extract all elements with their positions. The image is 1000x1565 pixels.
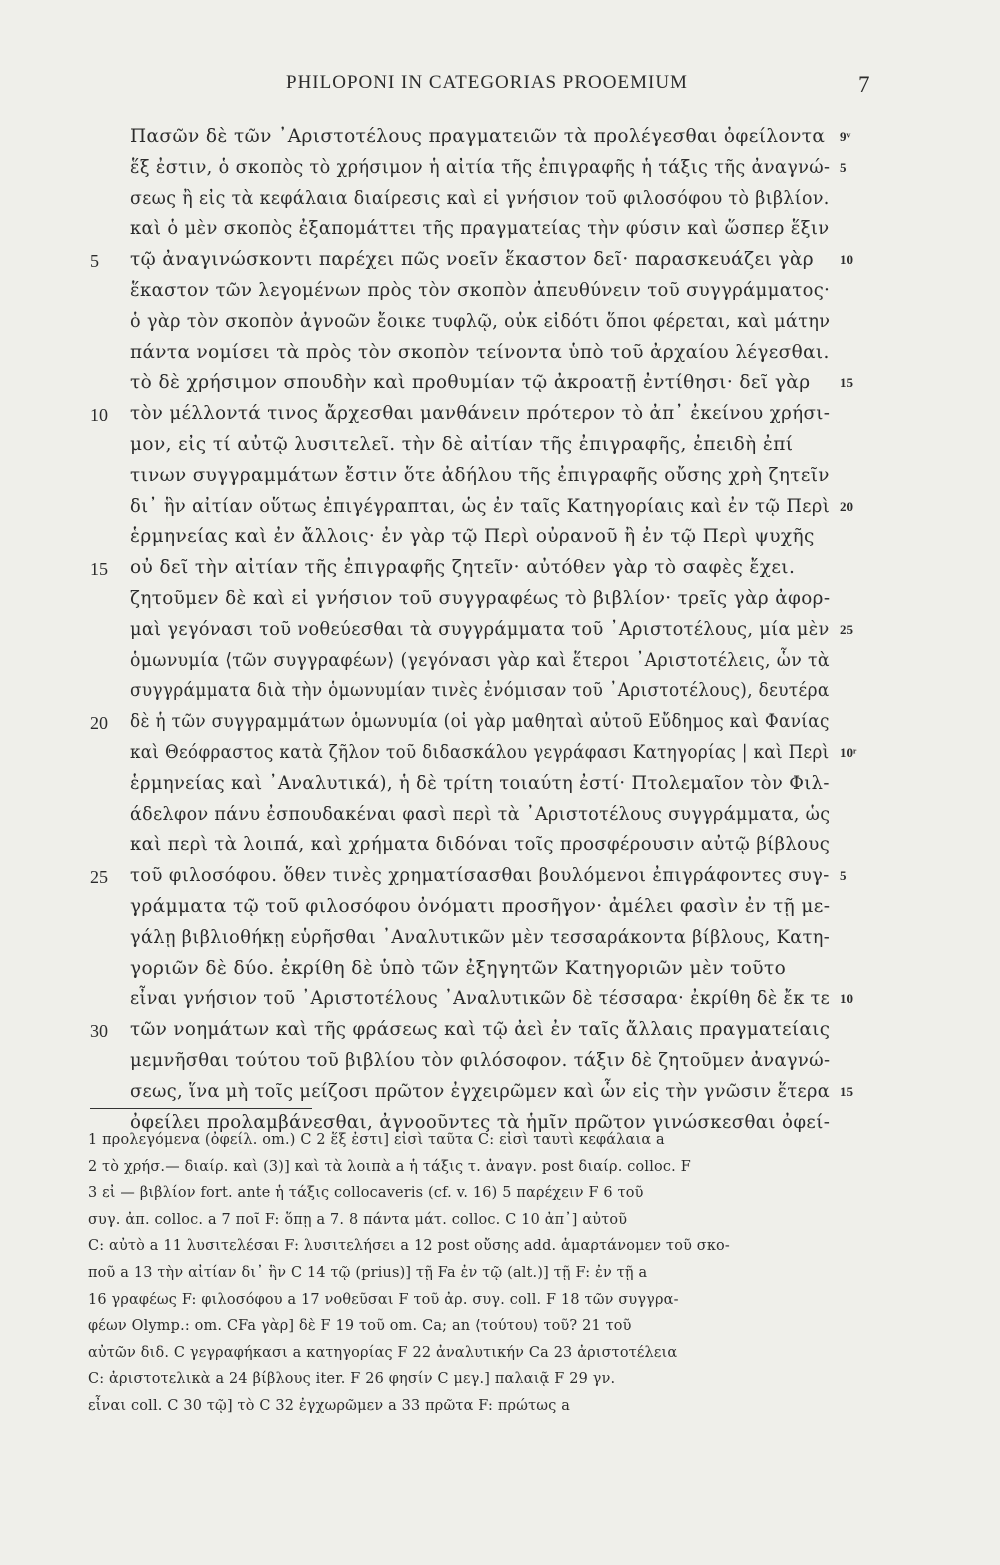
- text-line: [0, 280, 1000, 310]
- text-line: [0, 1019, 1000, 1049]
- text-line: [0, 988, 1000, 1018]
- line-number: 5: [90, 251, 99, 272]
- line-text: ἑρμηνείας καὶ ᾿Αναλυτικά), ἡ δὲ τρίτη τοιαύτη ἐστί· Πτολεμαῖον τὸν Φιλ-: [130, 772, 830, 794]
- line-text: σεως ἢ εἰς τὰ κεφάλαια διαίρεσις καὶ εἰ γνήσιον τοῦ φιλοσόφου τὸ βιβλίον.: [130, 187, 830, 209]
- running-header: [0, 72, 1000, 102]
- marginal-reference: 5: [840, 868, 847, 884]
- text-line: [0, 1050, 1000, 1080]
- text-line: [0, 650, 1000, 680]
- marginal-reference: 15: [840, 1083, 853, 1099]
- apparatus-note-line: φέων Olymp.: om. CFa γὰρ] δὲ F 19 τοῦ om. Ca; an ⟨τούτου⟩ τοῦ? 21 τοῦ: [88, 1318, 632, 1335]
- text-line: [0, 865, 1000, 895]
- text-line: [0, 711, 1000, 741]
- text-line: [0, 157, 1000, 187]
- line-text: μαὶ γεγόνασι τοῦ νοθεύεσθαι τὰ συγγράμματα τοῦ ᾿Αριστοτέλους, μία μὲν: [130, 618, 830, 640]
- apparatus-note-line: C: αὐτὸ a 11 λυσιτελέσαι F: λυσιτελήσει a 12 post οὔσης add. ἁμαρτάνομεν τοῦ σκο-: [88, 1238, 730, 1255]
- line-text: ζητοῦμεν δὲ καὶ εἰ γνήσιον τοῦ συγγραφέως τὸ βιβλίον· τρεῖς γὰρ ἀφορ-: [130, 588, 831, 609]
- text-line: [0, 496, 1000, 526]
- text-line: [0, 619, 1000, 649]
- line-text: μον, εἰς τί αὐτῷ λυσιτελεῖ. τὴν δὲ αἰτίαν τῆς ἐπιγραφῆς, ἐπειδὴ ἐπί: [130, 434, 794, 455]
- line-text: γράμματα τῷ τοῦ φιλοσόφου ὀνόματι προσῆγον· ἀμέλει φασὶν ἐν τῇ με-: [130, 896, 831, 917]
- line-text: ἑρμηνείας καὶ ἐν ἄλλοις· ἐν γὰρ τῷ Περὶ οὐρανοῦ ἢ ἐν τῷ Περὶ ψυχῆς: [130, 526, 815, 548]
- text-line: [0, 218, 1000, 248]
- apparatus-note-line: C: ἀριστοτελικὰ a 24 βίβλους iter. F 26 φησίν C μεγ.] παλαιᾷ F 29 γν.: [88, 1371, 616, 1388]
- marginal-reference: 15: [840, 375, 853, 391]
- text-line: [0, 434, 1000, 464]
- line-text: ἕξ ἐστιν, ὁ σκοπὸς τὸ χρήσιμον ἡ αἰτία τῆς ἐπιγραφῆς ἡ τάξις τῆς ἀναγνώ-: [130, 156, 831, 178]
- text-line: [0, 372, 1000, 402]
- text-line: [0, 1081, 1000, 1111]
- line-text: ὀφείλει προλαμβάνεσθαι, ἀγνοοῦντες τὰ ἡμῖν πρῶτον γινώσκεσθαι ὀφεί-: [130, 1111, 831, 1133]
- text-line: [0, 927, 1000, 957]
- line-text: άδελφον πάνυ ἐσπουδακέναι φασὶ περὶ τὰ ᾿Αριστοτέλους συγγράμματα, ὡς: [130, 803, 831, 825]
- text-line: [0, 742, 1000, 772]
- marginal-reference: 5: [840, 159, 847, 175]
- line-text: δὲ ἡ τῶν συγγραμμάτων ὁμωνυμία (οἱ γὰρ μαθηταὶ αὐτοῦ Εὔδημος καὶ Φανίας: [130, 711, 830, 733]
- apparatus-note-line: αὐτῶν διδ. C γεγραφήκασι a κατηγορίας F 22 ἀναλυτικήν Ca 23 ἀριστοτέλεια: [88, 1344, 678, 1361]
- text-line: [0, 773, 1000, 803]
- text-line: [0, 680, 1000, 710]
- text-line: [0, 342, 1000, 372]
- line-number: 10: [90, 405, 108, 426]
- line-text: καὶ ὁ μὲν σκοπὸς ἐξαπομάττει τῆς πραγματείας τὴν φύσιν καὶ ὥσπερ ἕξιν: [130, 218, 830, 240]
- marginal-reference: 10ʳ: [840, 745, 857, 760]
- marginal-reference: 10: [840, 991, 853, 1007]
- marginal-reference: 9ᵛ: [840, 129, 851, 144]
- line-text: συγγράμματα διὰ τὴν ὁμωνυμίαν τινὲς ἐνόμισαν τοῦ ᾿Αριστοτέλους), δευτέρα: [130, 680, 830, 702]
- text-line: [0, 834, 1000, 864]
- text-line: [0, 557, 1000, 587]
- line-text: τῷ ἀναγινώσκοντι παρέχει πῶς νοεῖν ἕκαστον δεῖ· παρασκευάζει γὰρ: [130, 249, 815, 271]
- text-line: [0, 311, 1000, 341]
- line-text: δι᾿ ἣν αἰτίαν οὕτως ἐπιγέγραπται, ὡς ἐν ταῖς Κατηγορίαις καὶ ἐν τῷ Περὶ: [130, 495, 831, 517]
- line-number: 30: [90, 1021, 108, 1042]
- text-line: [0, 465, 1000, 495]
- text-line: [0, 896, 1000, 926]
- line-text: τινων συγγραμμάτων ἔστιν ὅτε ἀδήλου τῆς ἐπιγραφῆς οὔσης χρὴ ζητεῖν: [130, 464, 830, 486]
- line-text: ὁμωνυμία ⟨τῶν συγγραφέων⟩ (γεγόνασι γὰρ καὶ ἕτεροι ᾿Αριστοτέλεις, ὧν τὰ: [130, 649, 830, 671]
- apparatus-note-line: εἶναι coll. C 30 τῷ] τὸ C 32 ἐγχωρῶμεν a 33 πρῶτα F: πρώτως a: [88, 1398, 571, 1414]
- line-text: καὶ Θεόφραστος κατὰ ζῆλον τοῦ διδασκάλου γεγράφασι Κατηγορίας | καὶ Περὶ: [130, 742, 830, 763]
- text-line: [0, 126, 1000, 156]
- header-title: PHILOPONI IN CATEGORIAS PROOEMIUM: [286, 72, 688, 93]
- line-text: σεως, ἵνα μὴ τοῖς μείζοσι πρῶτον ἐγχειρῶμεν καὶ ὧν εἰς τὴν γνῶσιν ἕτερα: [130, 1080, 831, 1102]
- text-line: [0, 249, 1000, 279]
- text-line: [0, 588, 1000, 618]
- line-text: τῶν νοημάτων καὶ τῆς φράσεως καὶ τῷ ἀεὶ ἐν ταῖς ἄλλαις πραγματείαις: [130, 1019, 831, 1041]
- text-line: [0, 403, 1000, 433]
- marginal-reference: 25: [840, 621, 853, 637]
- line-number: 25: [90, 867, 108, 888]
- footnote-divider: [90, 1108, 312, 1109]
- line-text: οὐ δεῖ τὴν αἰτίαν τῆς ἐπιγραφῆς ζητεῖν· αὐτόθεν γὰρ τὸ σαφὲς ἔχει.: [130, 557, 796, 579]
- apparatus-note-line: ποῦ a 13 τὴν αἰτίαν δι᾿ ἣν C 14 τῷ (prius)] τῇ Fa ἐν τῷ (alt.)] τῇ F: ἐν τῇ a: [88, 1265, 648, 1281]
- line-text: γοριῶν δὲ δύο. ἐκρίθη δὲ ὑπὸ τῶν ἐξηγητῶν Κατηγοριῶν μὲν τοῦτο: [130, 957, 787, 979]
- line-text: τοῦ φιλοσόφου. ὅθεν τινὲς χρηματίσασθαι βουλόμενοι ἐπιγράφοντες συγ-: [130, 865, 830, 887]
- line-text: ἕκαστον τῶν λεγομένων πρὸς τὸν σκοπὸν ἀπευθύνειν τοῦ συγγράμματος·: [130, 280, 831, 301]
- line-text: τὸ δὲ χρήσιμον σπουδὴν καὶ προθυμίαν τῷ ἀκροατῇ ἐντίθησι· δεῖ γὰρ: [130, 372, 811, 394]
- line-text: Πασῶν δὲ τῶν ᾿Αριστοτέλους πραγματειῶν τὰ προλέγεσθαι ὀφείλοντα: [130, 126, 826, 147]
- line-number: 20: [90, 713, 108, 734]
- apparatus-note-line: συγ. ἀπ. colloc. a 7 ποῖ F: ὅπῃ a 7. 8 πάντα μάτ. colloc. C 10 ἀπ᾿] αὐτοῦ: [88, 1211, 628, 1228]
- line-text: πάντα νομίσει τὰ πρὸς τὸν σκοπὸν τείνοντα ὑπὸ τοῦ ἀρχαίου λέγεσθαι.: [130, 341, 830, 363]
- text-line: [0, 526, 1000, 556]
- marginal-reference: 20: [840, 498, 853, 514]
- apparatus-note-line: 1 προλεγόμενα (ὀφείλ. om.) C 2 ἕξ ἐστι] εἰσὶ ταῦτα C: εἰσὶ ταυτὶ κεφάλαια a: [88, 1132, 665, 1148]
- apparatus-note-line: 16 γραφέως F: φιλοσόφου a 17 νοθεῦσαι F τοῦ ἀρ. συγ. coll. F 18 τῶν συγγρα-: [88, 1291, 679, 1308]
- line-text: μεμνῆσθαι τούτου τοῦ βιβλίου τὸν φιλόσοφον. τάξιν δὲ ζητοῦμεν ἀναγνώ-: [130, 1050, 831, 1071]
- line-text: τὸν μέλλοντά τινος ἄρχεσθαι μανθάνειν πρότερον τὸ ἀπ᾿ ἐκείνου χρήσι-: [130, 403, 831, 425]
- apparatus-note-line: 2 τὸ χρήσ.— διαίρ. καὶ (3)] καὶ τὰ λοιπὰ a ἡ τάξις τ. ἀναγν. post διαίρ. colloc. F: [88, 1158, 691, 1175]
- page-number: 7: [858, 72, 870, 97]
- marginal-reference: 10: [840, 252, 853, 268]
- line-text: ὁ γὰρ τὸν σκοπὸν ἀγνοῶν ἔοικε τυφλῷ, οὐκ εἰδότι ὅποι φέρεται, καὶ μάτην: [130, 310, 831, 332]
- line-number: 15: [90, 559, 108, 580]
- text-line: [0, 188, 1000, 218]
- line-text: εἶναι γνήσιον τοῦ ᾿Αριστοτέλους ᾿Αναλυτικῶν δὲ τέσσαρα· ἐκρίθη δὲ ἔκ τε: [130, 988, 831, 1010]
- line-text: καὶ περὶ τὰ λοιπά, καὶ χρήματα διδόναι τοῖς προσφέρουσιν αὐτῷ βίβλους: [130, 834, 831, 856]
- text-line: [0, 958, 1000, 988]
- line-text: γάλῃ βιβλιοθήκῃ εὑρῆσθαι ᾿Αναλυτικῶν μὲν τεσσαράκοντα βίβλους, Κατη-: [130, 926, 831, 948]
- apparatus-note-line: 3 εἰ — βιβλίον fort. ante ἡ τάξις collocaveris (cf. v. 16) 5 παρέχειν F 6 τοῦ: [88, 1185, 644, 1202]
- text-line: [0, 804, 1000, 834]
